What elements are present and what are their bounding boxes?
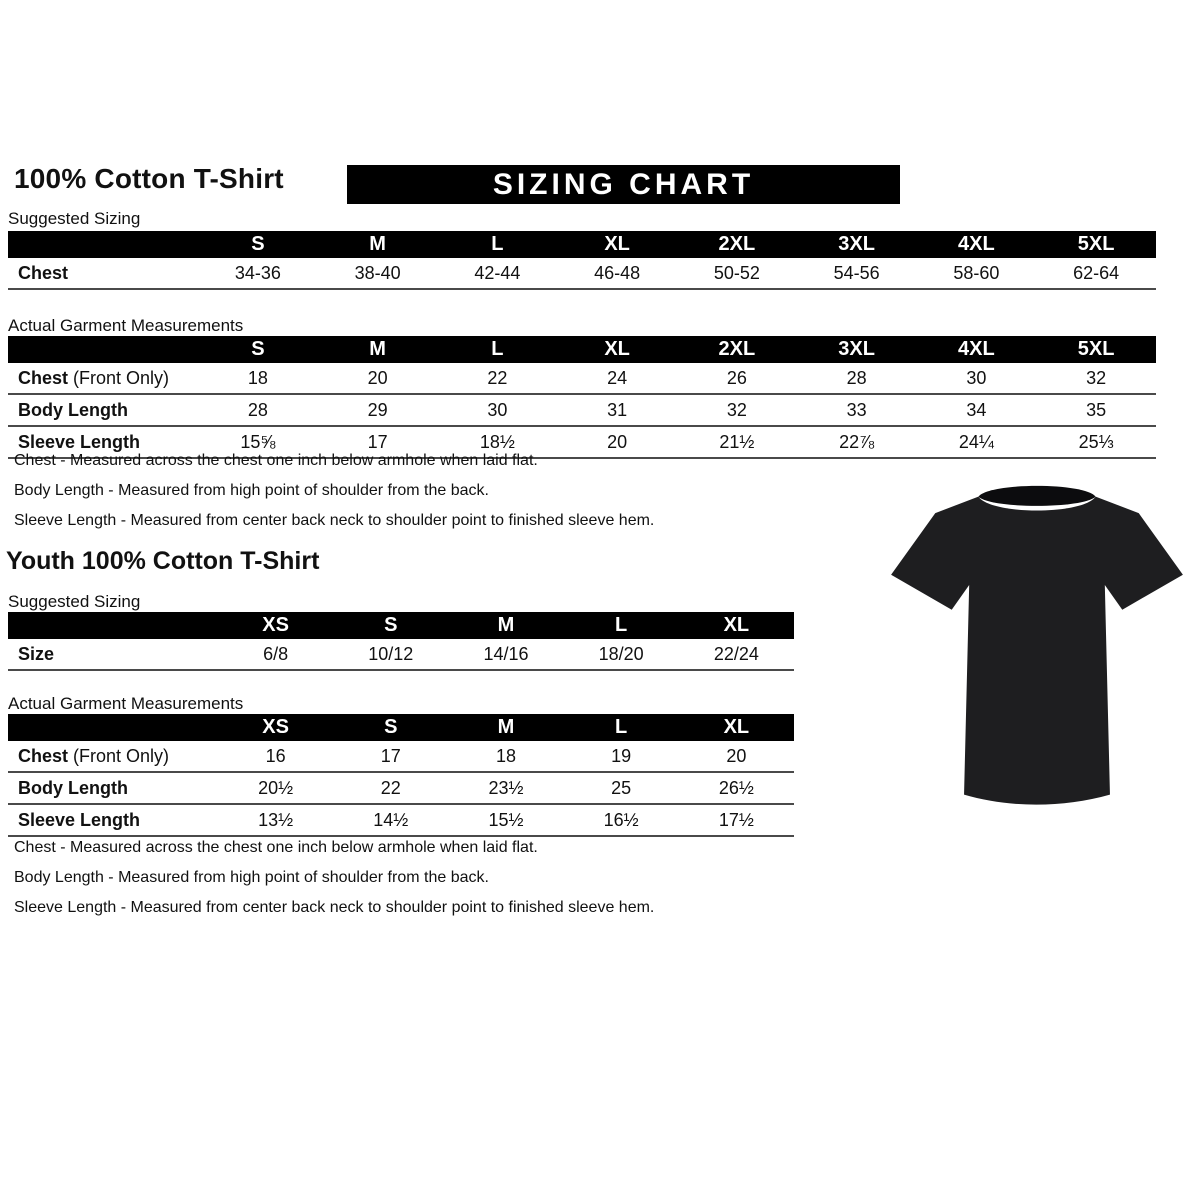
- measurement-value: 20: [679, 741, 794, 772]
- measurement-value: 38-40: [318, 258, 438, 289]
- adult-suggested-sizing-label: Suggested Sizing: [8, 209, 141, 228]
- measurement-value: 24: [557, 363, 677, 394]
- size-column-header: L: [564, 612, 679, 639]
- size-column-header: XL: [557, 336, 677, 363]
- measurement-value: 18: [448, 741, 563, 772]
- measurement-row: [8, 772, 794, 804]
- size-table: [8, 612, 794, 671]
- size-column-header: 2XL: [677, 231, 797, 258]
- size-column-header: XS: [218, 612, 333, 639]
- measurement-value: 22: [438, 363, 558, 394]
- measurement-value: 22/24: [679, 639, 794, 670]
- adult-garment-measurements-label: Actual Garment Measurements: [8, 316, 244, 335]
- adult-garment-measurements-table: [8, 336, 1156, 459]
- measurement-value: 19: [564, 741, 679, 772]
- measurement-value: 35: [1036, 394, 1156, 426]
- youth-note-sleeve-length: Sleeve Length - Measured from center back neck to shoulder point to finished sleeve hem.: [14, 899, 655, 916]
- measurement-value: 29: [318, 394, 438, 426]
- measurement-value: 16: [218, 741, 333, 772]
- size-header-row: [8, 231, 1156, 258]
- row-label: Chest (Front Only): [8, 741, 218, 772]
- measurement-value: 25: [564, 772, 679, 804]
- measurement-value: 26: [677, 363, 797, 394]
- measurement-value: 30: [438, 394, 558, 426]
- measurement-value: 28: [797, 363, 917, 394]
- size-column-header: XS: [218, 714, 333, 741]
- adult-measurement-notes: [14, 452, 654, 542]
- size-table: [8, 231, 1156, 290]
- header-corner-cell: [8, 612, 218, 639]
- size-header-row: [8, 336, 1156, 363]
- measurement-value: 33: [797, 394, 917, 426]
- row-label: Body Length: [8, 772, 218, 804]
- youth-section-title: Youth 100% Cotton T-Shirt: [6, 547, 320, 575]
- row-label: Sleeve Length: [8, 426, 198, 458]
- size-column-header: 5XL: [1036, 336, 1156, 363]
- youth-suggested-sizing-table: [8, 612, 794, 671]
- adult-suggested-sizing-table: [8, 231, 1156, 290]
- measurement-row: [8, 804, 794, 836]
- measurement-row: [8, 639, 794, 670]
- measurement-value: 46-48: [557, 258, 677, 289]
- measurement-value: 23½: [448, 772, 563, 804]
- measurement-value: 42-44: [438, 258, 558, 289]
- measurement-value: 17: [318, 426, 438, 458]
- size-column-header: L: [438, 336, 558, 363]
- size-column-header: S: [333, 714, 448, 741]
- measurement-value: 20: [318, 363, 438, 394]
- tshirt-body-shape: [891, 497, 1183, 805]
- measurement-value: 26½: [679, 772, 794, 804]
- adult-note-body-length: Body Length - Measured from high point of shoulder from the back.: [14, 482, 489, 499]
- measurement-value: 20: [557, 426, 677, 458]
- size-column-header: 3XL: [797, 231, 917, 258]
- measurement-value: 10/12: [333, 639, 448, 670]
- measurement-value: 14/16: [448, 639, 563, 670]
- measurement-value: 24¼: [917, 426, 1037, 458]
- measurement-value: 31: [557, 394, 677, 426]
- measurement-value: 62-64: [1036, 258, 1156, 289]
- row-label: Chest: [8, 258, 198, 289]
- measurement-value: 50-52: [677, 258, 797, 289]
- adult-note-sleeve-length: Sleeve Length - Measured from center back neck to shoulder point to finished sleeve hem.: [14, 512, 655, 529]
- measurement-value: 20½: [218, 772, 333, 804]
- size-column-header: L: [564, 714, 679, 741]
- measurement-row: [8, 363, 1156, 394]
- adult-section-title: 100% Cotton T-Shirt: [14, 163, 284, 194]
- size-column-header: XL: [557, 231, 677, 258]
- size-column-header: S: [198, 231, 318, 258]
- youth-garment-measurements-label: Actual Garment Measurements: [8, 694, 244, 713]
- size-column-header: 3XL: [797, 336, 917, 363]
- youth-suggested-sizing-label: Suggested Sizing: [8, 592, 141, 611]
- tshirt-graphic: [886, 472, 1188, 808]
- measurement-value: 22⅞: [797, 426, 917, 458]
- youth-garment-measurements-table: [8, 714, 794, 837]
- row-label: Chest (Front Only): [8, 363, 198, 394]
- measurement-value: 16½: [564, 804, 679, 836]
- measurement-value: 28: [198, 394, 318, 426]
- size-table: [8, 336, 1156, 459]
- tshirt-collar-shape: [978, 486, 1095, 506]
- header-corner-cell: [8, 336, 198, 363]
- sizing-chart-banner: SIZING CHART: [347, 165, 900, 204]
- measurement-value: 32: [677, 394, 797, 426]
- measurement-value: 25⅓: [1036, 426, 1156, 458]
- adult-note-chest: Chest - Measured across the chest one inch below armhole when laid flat.: [14, 452, 538, 469]
- measurement-value: 17: [333, 741, 448, 772]
- size-column-header: M: [448, 714, 563, 741]
- measurement-value: 30: [917, 363, 1037, 394]
- size-header-row: [8, 714, 794, 741]
- measurement-value: 18: [198, 363, 318, 394]
- size-column-header: S: [333, 612, 448, 639]
- size-column-header: XL: [679, 612, 794, 639]
- measurement-row: [8, 258, 1156, 289]
- size-column-header: 4XL: [917, 231, 1037, 258]
- measurement-value: 17½: [679, 804, 794, 836]
- header-corner-cell: [8, 231, 198, 258]
- size-column-header: 5XL: [1036, 231, 1156, 258]
- black-tshirt-image: [886, 472, 1188, 808]
- size-column-header: XL: [679, 714, 794, 741]
- measurement-value: 22: [333, 772, 448, 804]
- measurement-value: 18½: [438, 426, 558, 458]
- measurement-value: 34-36: [198, 258, 318, 289]
- measurement-value: 21½: [677, 426, 797, 458]
- measurement-value: 14½: [333, 804, 448, 836]
- measurement-value: 15½: [448, 804, 563, 836]
- youth-measurement-notes: [14, 839, 654, 929]
- measurement-row: [8, 394, 1156, 426]
- size-column-header: S: [198, 336, 318, 363]
- size-column-header: 2XL: [677, 336, 797, 363]
- measurement-value: 54-56: [797, 258, 917, 289]
- measurement-value: 15⅝: [198, 426, 318, 458]
- measurement-value: 58-60: [917, 258, 1037, 289]
- measurement-value: 32: [1036, 363, 1156, 394]
- size-column-header: 4XL: [917, 336, 1037, 363]
- size-column-header: M: [318, 231, 438, 258]
- size-table: [8, 714, 794, 837]
- header-corner-cell: [8, 714, 218, 741]
- measurement-value: 6/8: [218, 639, 333, 670]
- youth-note-chest: Chest - Measured across the chest one inch below armhole when laid flat.: [14, 839, 538, 856]
- row-label: Size: [8, 639, 218, 670]
- measurement-value: 34: [917, 394, 1037, 426]
- size-header-row: [8, 612, 794, 639]
- row-label: Sleeve Length: [8, 804, 218, 836]
- size-column-header: M: [448, 612, 563, 639]
- size-column-header: L: [438, 231, 558, 258]
- measurement-value: 13½: [218, 804, 333, 836]
- size-column-header: M: [318, 336, 438, 363]
- measurement-value: 18/20: [564, 639, 679, 670]
- youth-note-body-length: Body Length - Measured from high point of shoulder from the back.: [14, 869, 489, 886]
- measurement-row: [8, 741, 794, 772]
- row-label: Body Length: [8, 394, 198, 426]
